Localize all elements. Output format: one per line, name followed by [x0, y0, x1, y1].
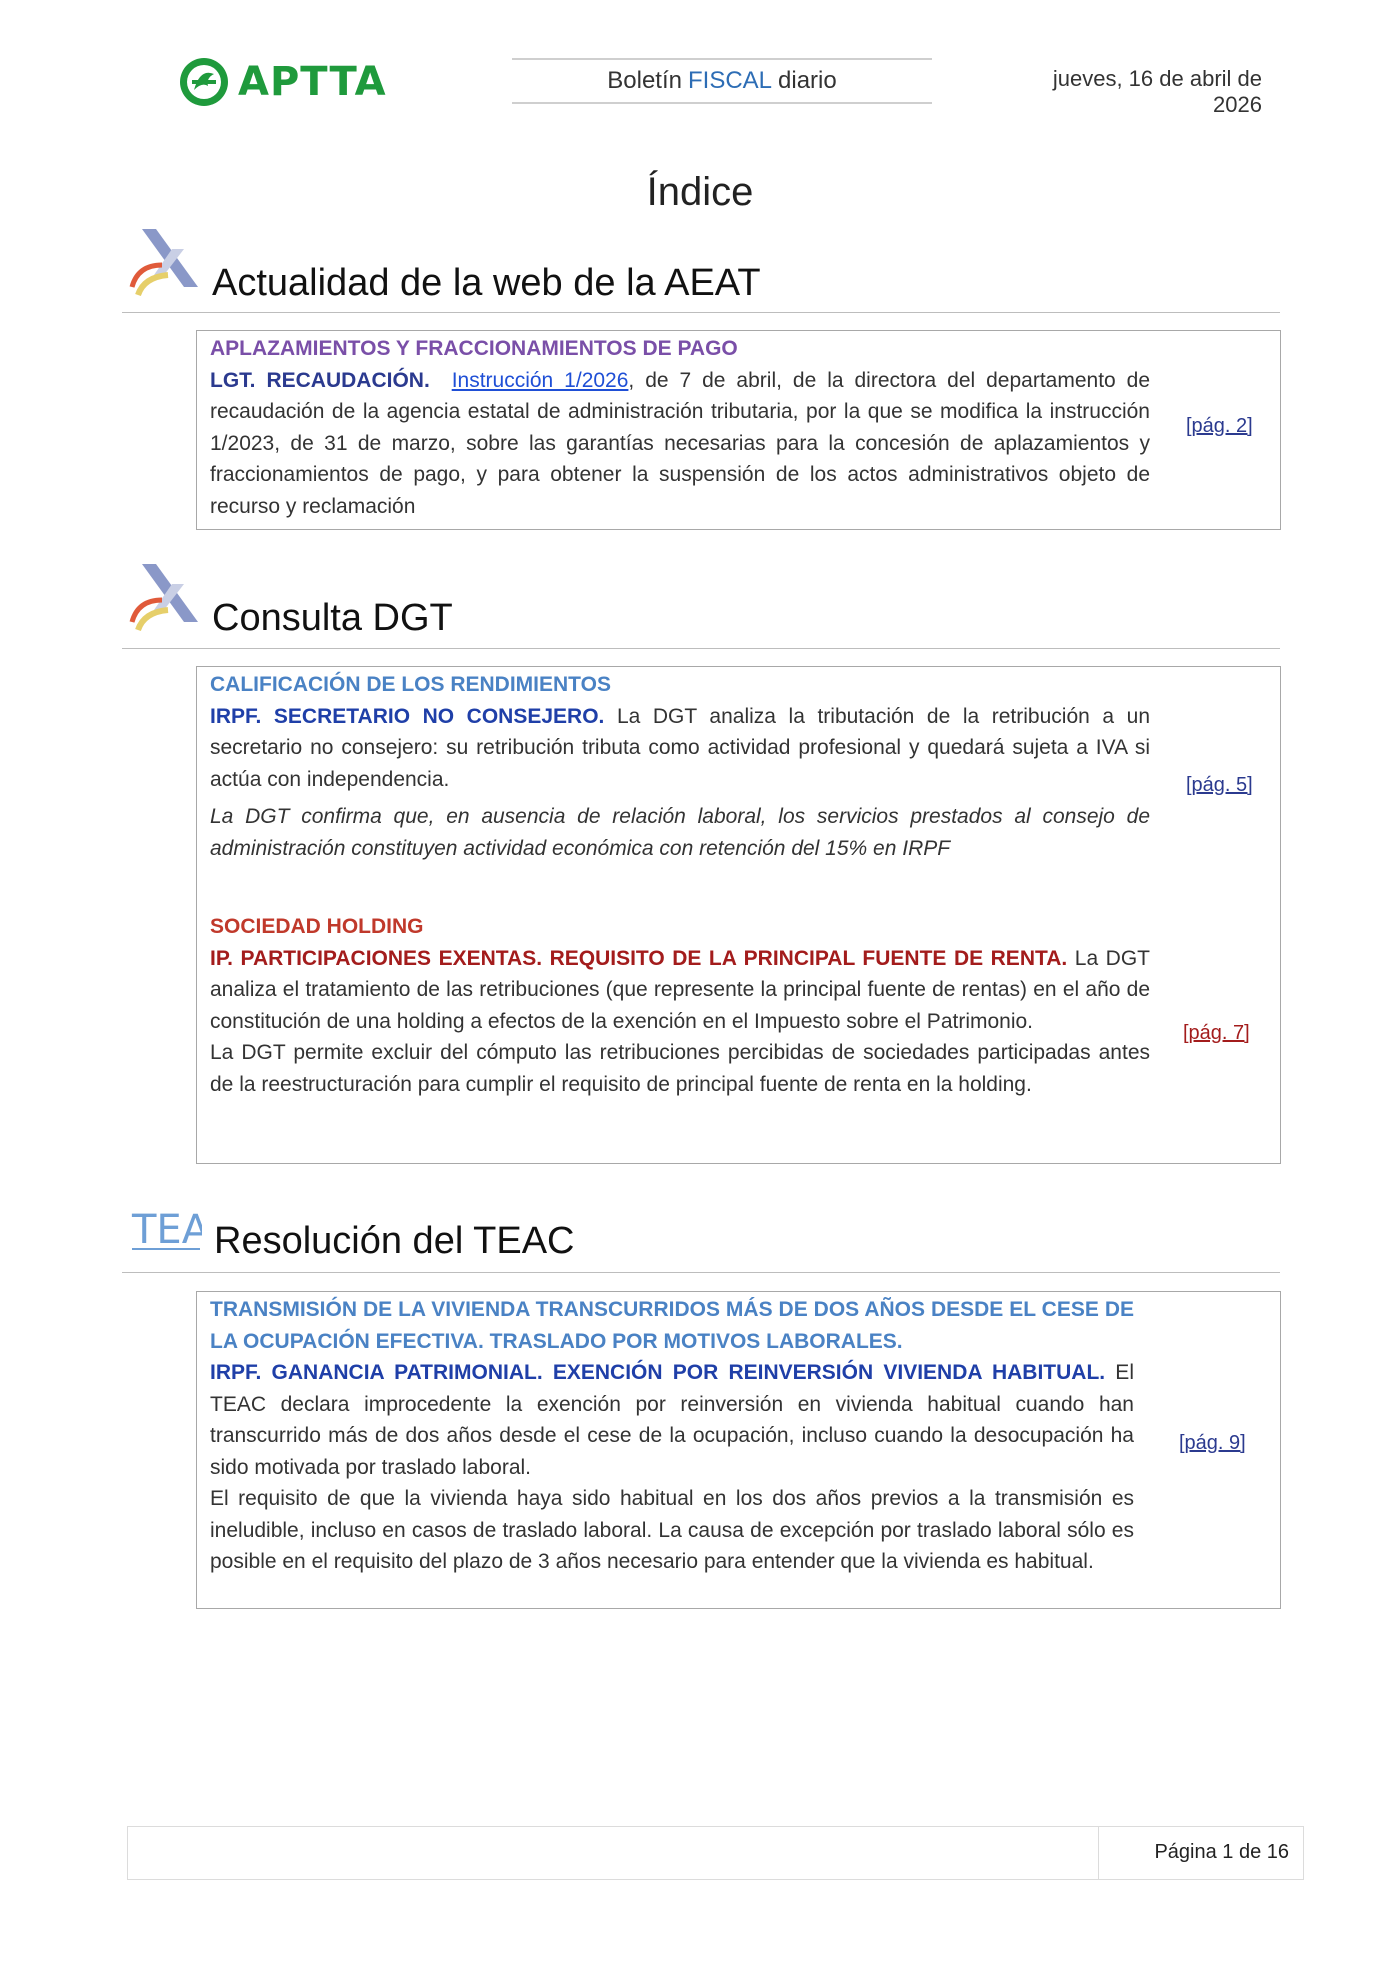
- section-dgt-heading: [128, 560, 208, 645]
- entry-body: La DGT analiza la tributación de la retribución a un secretario no consejero: su retribución tributa como actividad profesional y quedará sujeta a IVA si actúa con independencia.: [210, 704, 1150, 791]
- entry-body: , de 7 de abril, de la directora del departamento de recaudación de la agencia estatal de administración tributaria, por la que se modifica la instrucción 1/2023, de 31 de marzo, sobre las garantías necesarias para la concesión de aplazamientos y fraccionamientos de pago, y para obtener la suspensión de los actos administrativos objeto de recurso y reclamación: [210, 368, 1151, 518]
- entry-lead: IRPF. GANANCIA PATRIMONIAL. EXENCIÓN POR REINVERSIÓN VIVIENDA HABITUAL.: [210, 1361, 1106, 1384]
- entry-text: [210, 669, 1150, 864]
- index-title: Índice: [646, 170, 754, 214]
- entry-kicker: TRANSMISIÓN DE LA VIVIENDA TRANSCURRIDOS MÁS DE DOS AÑOS DESDE EL CESE DE LA OCUPACIÓN EFECTIVA. TRASLADO POR MOTIVOS LABORALES.: [210, 1298, 1134, 1353]
- entry-text: [210, 911, 1150, 1100]
- teac-logo-text: TEA: [132, 1207, 202, 1253]
- entry-body: La DGT analiza el tratamiento de las retribuciones (que represente la principal fuente de rentas) en el año de constitución de una holding a efectos de la exención en el Impuesto sobre el Patrimonio.: [210, 946, 1151, 1033]
- entry-body: El TEAC declara improcedente la exención por reinversión en vivienda habitual cuando han transcurrido más de dos años desde el cese de la ocupación, incluso cuando la desocupación ha sido motivada por traslado laboral.: [210, 1361, 1134, 1479]
- instruccion-link[interactable]: Instrucción 1/2026: [451, 368, 629, 392]
- entry-box-aeat: [196, 330, 1281, 530]
- page-footer: [127, 1826, 1304, 1880]
- entry-box-dgt: [196, 666, 1281, 1164]
- page-ref-link[interactable]: [pág. 9]: [1179, 1432, 1246, 1454]
- section-teac-heading: [130, 1205, 202, 1258]
- aeat-logo-icon: [128, 560, 208, 640]
- section-title-aeat: Actualidad de la web de la AEAT: [212, 262, 761, 304]
- entry-body-2: El requisito de que la vivienda haya sido habitual en los dos años previos a la transmisión es ineludible, incluso en casos de traslado laboral. La causa de excepción por traslado laboral sólo es posible en el requisito del plazo de 3 años necesario para entender que la vivienda es habitual.: [210, 1487, 1134, 1573]
- bulletin-title-post: diario: [778, 67, 837, 94]
- section-divider: [122, 1272, 1280, 1273]
- bulletin-title: [512, 58, 932, 104]
- section-aeat-heading: [128, 225, 208, 310]
- section-divider: [122, 312, 1280, 313]
- section-title-teac: Resolución del TEAC: [214, 1220, 575, 1262]
- section-divider: [122, 648, 1280, 649]
- entry-box-teac: [196, 1291, 1281, 1609]
- entry-body-2: La DGT permite excluir del cómputo las retribuciones percibidas de sociedades participadas antes de la reestructuración para cumplir el requisito de principal fuente de renta en la holding.: [210, 1041, 1150, 1096]
- entry-summary: La DGT confirma que, en ausencia de relación laboral, los servicios prestados al consejo de administración constituyen actividad económica con retención del 15% en IRPF: [210, 805, 1150, 860]
- entry-lead: LGT. RECAUDACIÓN.: [210, 368, 430, 392]
- footer-separator: [1098, 1827, 1099, 1879]
- bulletin-date: jueves, 16 de abril de 2026: [1052, 66, 1262, 117]
- page-ref-link[interactable]: [pág. 7]: [1183, 1022, 1250, 1044]
- entry-lead: IRPF. SECRETARIO NO CONSEJERO.: [210, 704, 605, 728]
- page-number: Página 1 de 16: [1154, 1841, 1289, 1863]
- entry-kicker: APLAZAMIENTOS Y FRACCIONAMIENTOS DE PAGO: [210, 337, 738, 360]
- bulletin-title-fiscal: FISCAL: [687, 67, 773, 94]
- section-title-dgt: Consulta DGT: [212, 597, 453, 639]
- entry-text: [210, 1294, 1134, 1578]
- entry-kicker: SOCIEDAD HOLDING: [210, 915, 424, 938]
- page-ref-link[interactable]: [pág. 5]: [1186, 774, 1253, 796]
- entry-lead: IP. PARTICIPACIONES EXENTAS. REQUISITO DE LA PRINCIPAL FUENTE DE RENTA.: [210, 946, 1068, 970]
- entry-kicker: CALIFICACIÓN DE LOS RENDIMIENTOS: [210, 673, 611, 696]
- aptta-emblem-icon: [178, 56, 230, 108]
- page-ref-link[interactable]: [pág. 2]: [1186, 415, 1253, 437]
- aeat-logo-icon: [128, 225, 208, 305]
- teac-logo-icon: [130, 1205, 202, 1253]
- bulletin-title-pre: Boletín: [607, 67, 682, 94]
- brand-name: APTTA: [238, 59, 387, 105]
- aptta-logo: [178, 52, 398, 112]
- entry-text: [210, 333, 1150, 522]
